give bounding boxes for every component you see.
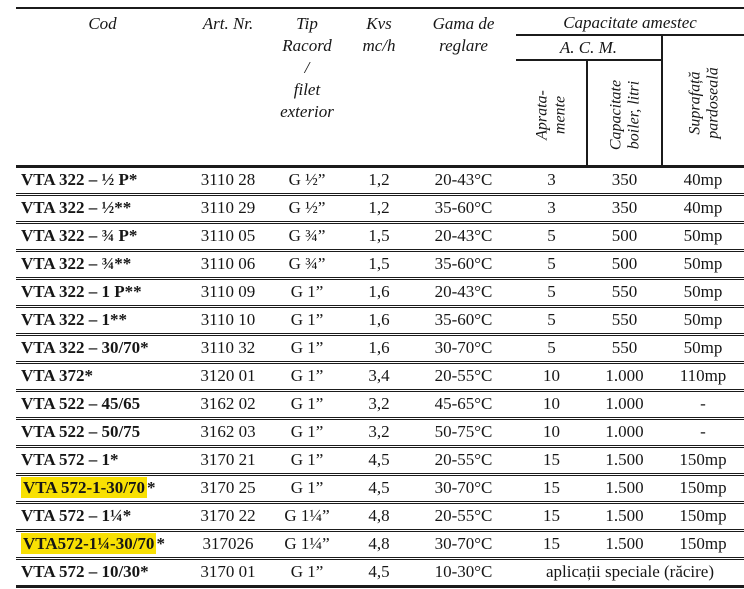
cell-boiler: 1.000 <box>587 390 662 418</box>
header-boiler-line: Capacitate <box>606 79 624 150</box>
table-header <box>16 8 744 166</box>
cell-boiler: 1.500 <box>587 446 662 474</box>
cell-cod: VTA 322 – ½** <box>16 194 189 222</box>
table-row <box>16 418 744 446</box>
cell-kvs: 1,6 <box>347 334 411 362</box>
cell-kvs: 1,6 <box>347 306 411 334</box>
cell-gama: 20-55°C <box>411 362 516 390</box>
cell-gama: 20-43°C <box>411 222 516 250</box>
header-tip-line: exterior <box>280 102 334 122</box>
cell-gama: 30-70°C <box>411 530 516 558</box>
cell-art-nr: 3170 25 <box>189 474 267 502</box>
table-row <box>16 530 744 558</box>
cell-tip-racord: G ½” <box>267 194 347 222</box>
cell-art-nr: 317026 <box>189 530 267 558</box>
table-row <box>16 390 744 418</box>
cell-cod: VTA 572-1-30/70 * <box>16 474 189 502</box>
cell-gama: 20-55°C <box>411 446 516 474</box>
table-row <box>16 502 744 530</box>
cell-tip-racord: G 1¼” <box>267 502 347 530</box>
cell-boiler: 1.000 <box>587 362 662 390</box>
cell-boiler: 550 <box>587 334 662 362</box>
cell-gama: 20-43°C <box>434 170 493 189</box>
table-row <box>16 306 744 334</box>
cell-cod: VTA 572 – 1¼* <box>16 502 189 530</box>
cell-apartamente: 15 <box>516 530 587 558</box>
cell-cod: VTA 322 – 30/70* <box>16 334 189 362</box>
cell-suprafata: 150mp <box>662 502 744 530</box>
table-row <box>16 446 744 474</box>
cell-gama: 35-60°C <box>411 306 516 334</box>
cell-apartamente: 15 <box>516 474 587 502</box>
cell-tip-racord: G 1” <box>267 278 347 306</box>
cell-art-nr: 3170 01 <box>189 558 267 586</box>
cell-cod: VTA 322 – ½ P* <box>21 170 138 189</box>
cell-art-nr: 3110 06 <box>189 250 267 278</box>
cell-art-nr: 3120 01 <box>189 362 267 390</box>
cell-suprafata: 50mp <box>662 334 744 362</box>
cell-apartamente: 3 <box>547 170 556 189</box>
header-suprafata-pardoseala <box>662 35 744 166</box>
cell-apartamente: 10 <box>516 362 587 390</box>
cell-tip-racord: G 1” <box>267 474 347 502</box>
cell-gama: 35-60°C <box>411 194 516 222</box>
header-tip-line: Tip <box>296 14 318 33</box>
cell-apartamente: 15 <box>516 446 587 474</box>
cell-special-note: aplicații speciale (răcire) <box>516 558 744 586</box>
cell-suprafata: 40mp <box>662 194 744 222</box>
cell-apartamente: 5 <box>516 222 587 250</box>
valve-spec-table <box>16 7 744 588</box>
cell-apartamente: 5 <box>516 278 587 306</box>
cell-suprafata: 150mp <box>662 530 744 558</box>
cell-kvs: 3,2 <box>347 418 411 446</box>
header-gama-de-reglare <box>411 8 516 166</box>
cell-boiler: 500 <box>587 250 662 278</box>
header-row-top <box>16 8 744 35</box>
cell-gama: 35-60°C <box>411 250 516 278</box>
cell-kvs: 4,5 <box>347 474 411 502</box>
cell-tip-racord: G 1” <box>267 418 347 446</box>
header-boiler-line: boiler, litri <box>624 80 642 150</box>
cell-kvs: 1,2 <box>368 170 390 189</box>
header-tip-line: filet <box>293 80 321 100</box>
header-tip-line: / <box>304 58 310 78</box>
cell-kvs: 4,8 <box>347 530 411 558</box>
cell-tip-racord: G 1” <box>267 446 347 474</box>
highlight-marker: VTA572-1¼-30/70 <box>23 534 155 553</box>
cell-boiler: 1.500 <box>587 530 662 558</box>
header-art-nr: Art. Nr. <box>202 14 254 33</box>
table-row <box>16 362 744 390</box>
table-row <box>16 166 744 194</box>
header-kvs-line: Kvs <box>366 14 392 33</box>
header-apartamente <box>516 60 587 166</box>
cell-suprafata: 150mp <box>662 446 744 474</box>
table-row <box>16 194 744 222</box>
cell-kvs: 3,2 <box>347 390 411 418</box>
cell-apartamente: 5 <box>516 334 587 362</box>
header-acm: A. C. M. <box>516 35 662 60</box>
cell-cod: VTA 522 – 50/75 <box>16 418 189 446</box>
cell-art-nr: 3110 09 <box>189 278 267 306</box>
header-capacitate-amestec: Capacitate amestec <box>516 8 744 35</box>
cell-gama: 45-65°C <box>411 390 516 418</box>
cell-gama: 20-55°C <box>411 502 516 530</box>
cell-tip-racord: G ½” <box>288 170 326 189</box>
cell-kvs: 1,5 <box>347 250 411 278</box>
cell-cod: VTA 322 – 1** <box>16 306 189 334</box>
cell-kvs: 3,4 <box>347 362 411 390</box>
rotated-label <box>686 67 721 138</box>
cell-boiler: 350 <box>611 170 638 189</box>
cell-art-nr: 3170 22 <box>189 502 267 530</box>
header-gama-line: Gama de <box>432 14 495 33</box>
cell-art-nr: 3110 29 <box>189 194 267 222</box>
cell-apartamente: 3 <box>516 194 587 222</box>
cell-boiler: 1.000 <box>587 418 662 446</box>
cell-boiler: 550 <box>587 306 662 334</box>
cell-tip-racord: G 1” <box>267 306 347 334</box>
cell-art-nr: 3110 32 <box>189 334 267 362</box>
header-tip-line: Racord <box>282 36 332 56</box>
cell-gama: 30-70°C <box>411 334 516 362</box>
header-apartamente-line: mente <box>551 95 568 134</box>
cell-art-nr: 3170 21 <box>189 446 267 474</box>
cell-suprafata: 50mp <box>662 306 744 334</box>
cell-cod: VTA 572 – 10/30* <box>16 558 189 586</box>
cell-tip-racord: G 1” <box>267 390 347 418</box>
cell-suprafata: 110mp <box>662 362 744 390</box>
cell-tip-racord: G 1” <box>267 558 347 586</box>
cell-cod: VTA 522 – 45/65 <box>16 390 189 418</box>
cell-art-nr: 3162 02 <box>189 390 267 418</box>
cell-boiler: 350 <box>587 194 662 222</box>
cell-apartamente: 5 <box>516 250 587 278</box>
header-suprafata-line: pardoseală <box>703 67 721 139</box>
cell-gama: 10-30°C <box>411 558 516 586</box>
header-apartamente-line: Aprata- <box>533 89 551 140</box>
header-capacitate-boiler <box>587 60 662 166</box>
table-body <box>16 166 744 586</box>
cell-apartamente: 10 <box>516 418 587 446</box>
cell-tip-racord: G ¾” <box>267 222 347 250</box>
cell-gama: 50-75°C <box>411 418 516 446</box>
cell-suprafata: 40mp <box>683 170 723 189</box>
cell-suprafata: - <box>662 418 744 446</box>
cell-apartamente: 5 <box>516 306 587 334</box>
cell-suprafata: - <box>662 390 744 418</box>
cell-art-nr: 3110 10 <box>189 306 267 334</box>
cell-kvs: 4,5 <box>347 446 411 474</box>
cell-boiler: 550 <box>587 278 662 306</box>
cell-gama: 30-70°C <box>411 474 516 502</box>
cell-suprafata: 150mp <box>662 474 744 502</box>
cell-suprafata: 50mp <box>662 222 744 250</box>
cell-kvs: 1,5 <box>347 222 411 250</box>
header-tip-racord <box>267 8 347 166</box>
table-row <box>16 278 744 306</box>
cell-boiler: 1.500 <box>587 474 662 502</box>
rotated-label <box>533 90 568 140</box>
cell-apartamente: 10 <box>516 390 587 418</box>
header-kvs <box>347 8 411 166</box>
cell-art-nr: 3110 28 <box>200 170 256 189</box>
table-row <box>16 250 744 278</box>
cell-art-nr: 3162 03 <box>189 418 267 446</box>
cell-tip-racord: G 1” <box>267 334 347 362</box>
cell-kvs: 4,5 <box>347 558 411 586</box>
cell-cod: VTA 322 – ¾ P* <box>16 222 189 250</box>
cell-cod: VTA 372* <box>16 362 189 390</box>
cell-kvs: 1,2 <box>347 194 411 222</box>
cell-apartamente: 15 <box>516 502 587 530</box>
cell-kvs: 1,6 <box>347 278 411 306</box>
cell-boiler: 1.500 <box>587 502 662 530</box>
cell-cod: VTA 322 – 1 P** <box>16 278 189 306</box>
cell-tip-racord: G ¾” <box>267 250 347 278</box>
cell-cod: VTA 322 – ¾** <box>16 250 189 278</box>
cell-suprafata: 50mp <box>662 278 744 306</box>
cell-tip-racord: G 1¼” <box>267 530 347 558</box>
cell-gama: 20-43°C <box>411 278 516 306</box>
cell-cod: VTA 572 – 1* <box>16 446 189 474</box>
cell-tip-racord: G 1” <box>267 362 347 390</box>
cell-cod: VTA572-1¼-30/70 * <box>16 530 189 558</box>
header-cod: Cod <box>88 14 117 33</box>
highlight-marker: VTA 572-1-30/70 <box>23 478 145 497</box>
table-row <box>16 334 744 362</box>
rotated-label <box>607 80 642 150</box>
table-row <box>16 474 744 502</box>
header-gama-line: reglare <box>439 36 488 56</box>
cell-art-nr: 3110 05 <box>189 222 267 250</box>
header-kvs-line: mc/h <box>362 36 396 56</box>
cell-kvs: 4,8 <box>347 502 411 530</box>
cell-boiler: 500 <box>587 222 662 250</box>
table-row <box>16 222 744 250</box>
cell-suprafata: 50mp <box>662 250 744 278</box>
header-suprafata-line: Suprafață <box>685 71 703 135</box>
